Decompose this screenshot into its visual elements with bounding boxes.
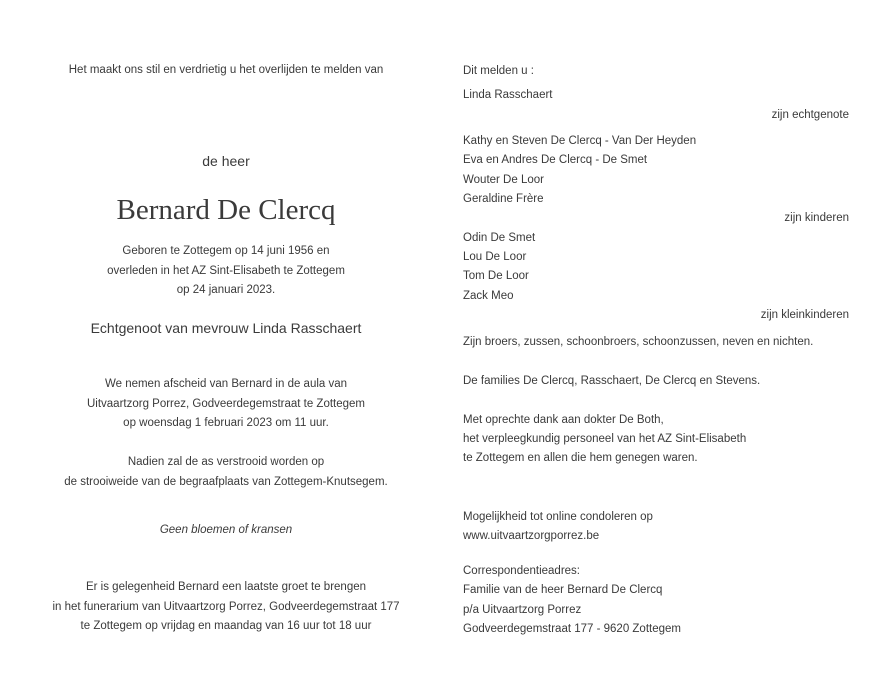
spouse-name: Linda Rasschaert <box>463 89 553 101</box>
right-column <box>463 0 849 699</box>
child-2: Eva en Andres De Clercq - De Smet <box>463 154 648 166</box>
farewell-line-3: op woensdag 1 februari 2023 om 11 uur. <box>123 417 329 429</box>
flowers-note: Geen bloemen of kransen <box>159 524 293 536</box>
ashes-line-1: Nadien zal de as verstrooid worden op <box>127 456 325 468</box>
thanks-line-1: Met oprechte dank aan dokter De Both, <box>463 414 664 426</box>
child-4: Geraldine Frère <box>463 193 544 205</box>
title-prefix: de heer <box>202 153 250 169</box>
announce-text: Dit melden u : <box>463 65 534 77</box>
address-line-2: p/a Uitvaartzorg Porrez <box>463 604 582 616</box>
families-text: De families De Clercq, Rasschaert, De Clercq en Stevens. <box>463 375 761 387</box>
visit-line-1: Er is gelegenheid Bernard een laatste groet te brengen <box>85 581 367 593</box>
visit-line-2: in het funerarium van Uitvaartzorg Porrez, Godveerdegemstraat 177 <box>52 601 400 613</box>
visit-line-3: te Zottegem op vrijdag en maandag van 16 uur tot 18 uur <box>80 620 372 632</box>
grandchild-1: Odin De Smet <box>463 232 536 244</box>
ashes-line-2: de strooiweide van de begraafplaats van Zottegem-Knutsegem. <box>64 476 388 488</box>
condolence-text: Mogelijkheid tot online condoleren op <box>463 511 653 523</box>
birth-line-1: Geboren te Zottegem op 14 juni 1956 en <box>122 245 330 257</box>
intro-text: Het maakt ons stil en verdrietig u het overlijden te melden van <box>68 64 384 76</box>
farewell-line-2: Uitvaartzorg Porrez, Godveerdegemstraat te Zottegem <box>86 398 366 410</box>
address-heading: Correspondentieadres: <box>463 565 580 577</box>
spouse-text: Echtgenoot van mevrouw Linda Rasschaert <box>90 320 362 336</box>
spouse-role: zijn echtgenote <box>771 109 849 121</box>
grandchild-2: Lou De Loor <box>463 251 527 263</box>
thanks-line-2: het verpleegkundig personeel van het AZ Sint-Elisabeth <box>463 433 747 445</box>
birth-line-3: op 24 januari 2023. <box>176 284 276 296</box>
children-role: zijn kinderen <box>784 212 849 224</box>
grandchild-3: Tom De Loor <box>463 270 529 282</box>
child-3: Wouter De Loor <box>463 174 544 186</box>
address-line-1: Familie van de heer Bernard De Clercq <box>463 584 663 596</box>
siblings-text: Zijn broers, zussen, schoonbroers, schoonzussen, neven en nichten. <box>463 336 814 348</box>
deceased-name: Bernard De Clercq <box>116 194 336 226</box>
condolence-url: www.uitvaartzorgporrez.be <box>463 530 600 542</box>
farewell-line-1: We nemen afscheid van Bernard in de aula van <box>104 378 348 390</box>
child-1: Kathy en Steven De Clercq - Van Der Heyden <box>463 135 697 147</box>
address-line-3: Godveerdegemstraat 177 - 9620 Zottegem <box>463 623 681 635</box>
thanks-line-3: te Zottegem en allen die hem genegen waren. <box>463 452 698 464</box>
grandchildren-role: zijn kleinkinderen <box>760 309 849 321</box>
grandchild-4: Zack Meo <box>463 290 514 302</box>
birth-line-2: overleden in het AZ Sint-Elisabeth te Zottegem <box>107 265 345 277</box>
